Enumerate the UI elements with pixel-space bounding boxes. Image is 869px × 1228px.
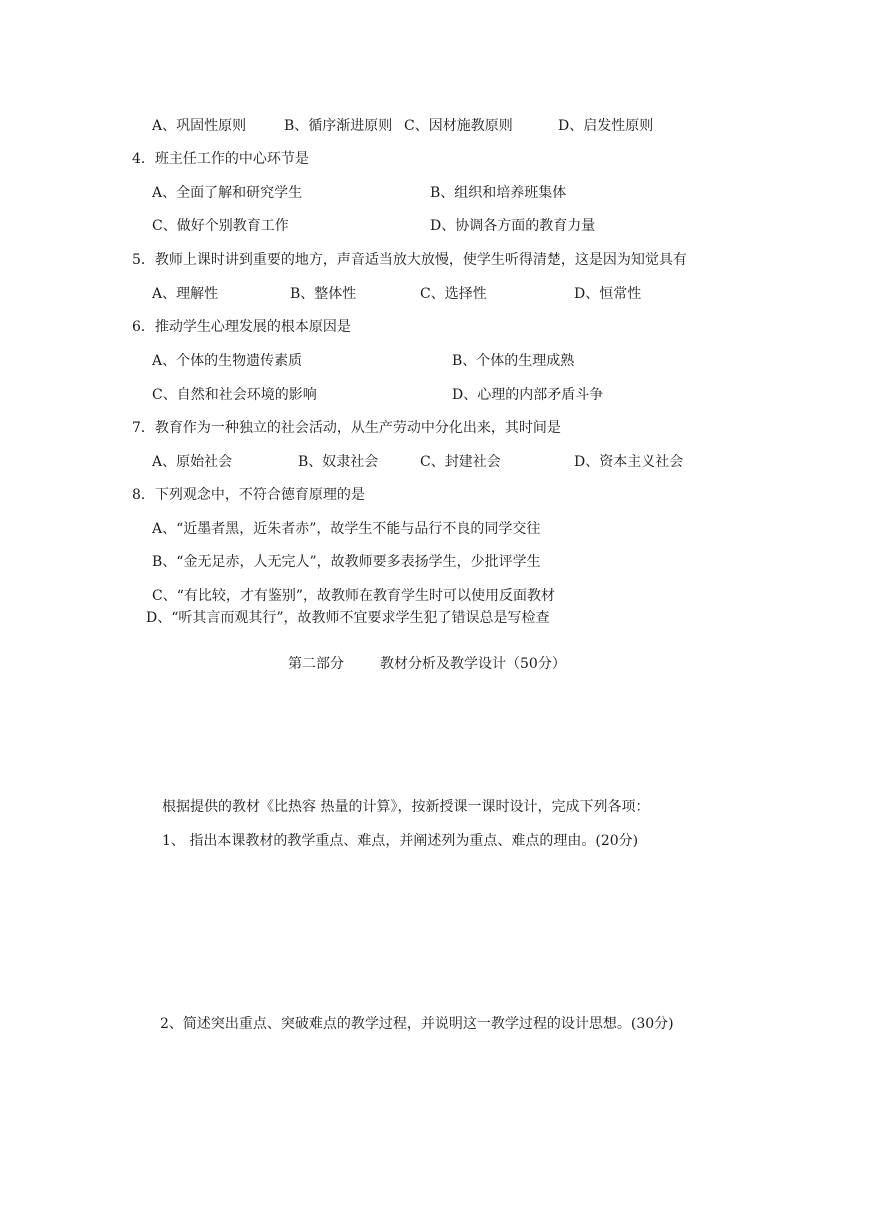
q4-option-b: B、组织和培养班集体 [430,185,567,201]
q4-option-c: C、做好个别教育工作 [152,218,289,234]
q3-option-d: D、启发性原则 [558,118,654,134]
q8-stem: 8．下列观念中，不符合德育原理的是 [132,487,365,503]
q4-option-d: D、协调各方面的教育力量 [430,218,596,234]
q8-option-d: D、“听其言而观其行”，故教师不宜要求学生犯了错误总是写检查 [146,610,550,626]
q8-option-a: A、“近墨者黑，近朱者赤”，故学生不能与品行不良的同学交往 [152,521,541,537]
q7-option-a: A、原始社会 [152,454,233,470]
q3-option-c: C、因材施教原则 [404,118,513,134]
part-2-intro: 根据提供的教材《比热容 热量的计算》，按新授课一课时设计，完成下列各项： [162,799,650,815]
part-2-label: 第二部分 [288,656,344,672]
q6-stem: 6．推动学生心理发展的根本原因是 [132,319,351,335]
part-2-title: 教材分析及教学设计（50分） [380,656,566,672]
q6-option-d: D、心理的内部矛盾斗争 [452,387,604,403]
q5-stem: 5．教师上课时讲到重要的地方，声音适当放大放慢，使学生听得清楚，这是因为知觉具有 [132,252,687,268]
q7-option-c: C、封建社会 [420,454,501,470]
q8-option-c: C、“有比较，才有鉴别”，故教师在教育学生时可以使用反面教材 [152,588,556,604]
q5-option-d: D、恒常性 [574,286,642,302]
q5-option-a: A、理解性 [152,286,219,302]
q7-option-d: D、资本主义社会 [574,454,684,470]
q4-stem: 4．班主任工作的中心环节是 [132,151,309,167]
part-2-task-2: 2、简述突出重点、突破难点的教学过程，并说明这一教学过程的设计思想。(30分) [160,1016,674,1032]
q3-option-b: B、循序渐进原则 [284,118,393,134]
q3-option-a: A、巩固性原则 [152,118,247,134]
q7-stem: 7．教育作为一种独立的社会活动，从生产劳动中分化出来，其时间是 [132,420,561,436]
part-2-task-1: 1、 指出本课教材的教学重点、难点，并阐述列为重点、难点的理由。(20分) [162,833,639,849]
q5-option-c: C、选择性 [420,286,487,302]
q6-option-c: C、自然和社会环境的影响 [152,387,317,403]
q5-option-b: B、整体性 [290,286,357,302]
q6-option-b: B、个体的生理成熟 [452,353,575,369]
q6-option-a: A、个体的生物遗传素质 [152,353,303,369]
q4-option-a: A、全面了解和研究学生 [152,185,303,201]
q8-option-b: B、“金无足赤，人无完人”，故教师要多表扬学生，少批评学生 [152,554,541,570]
q7-option-b: B、奴隶社会 [298,454,379,470]
